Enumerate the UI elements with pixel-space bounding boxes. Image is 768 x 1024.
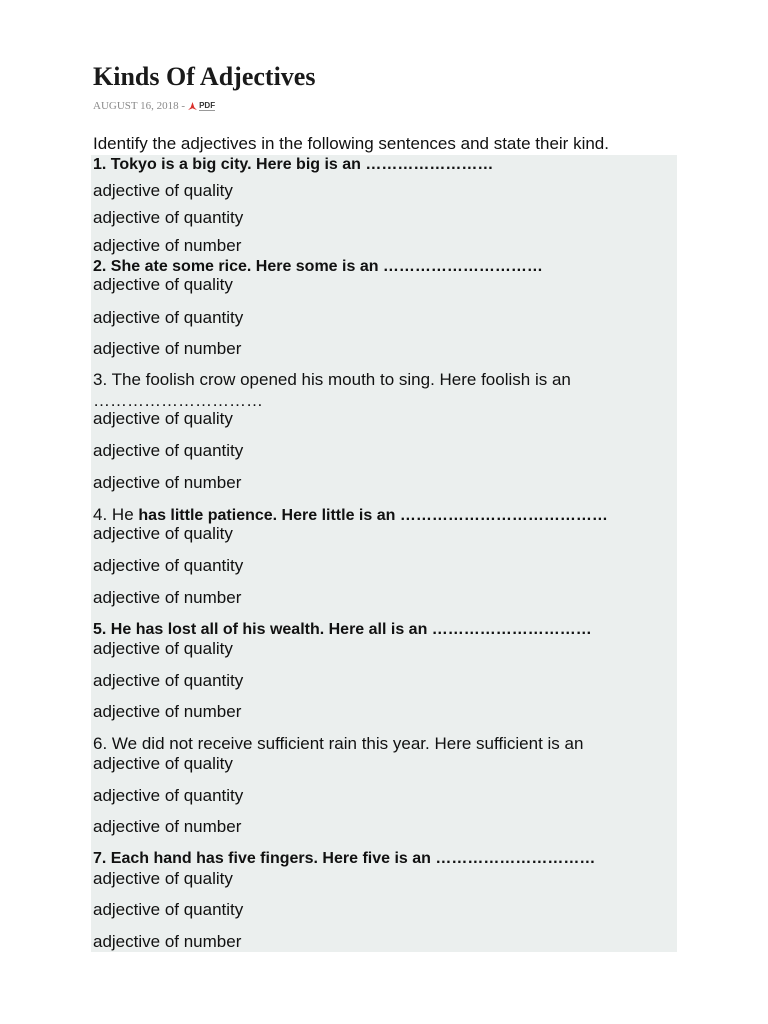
question-text: has little patience. Here little is an ………………………………… <box>138 507 608 524</box>
question-text: He has lost all of his wealth. Here all is an ………………………… <box>110 621 592 638</box>
page-title: Kinds Of Adjectives <box>93 62 316 91</box>
pdf-label: PDF <box>199 101 216 110</box>
option-quality[interactable]: adjective of quality <box>93 275 233 294</box>
question-text: Each hand has five fingers. Here five is an ………………………… <box>110 850 596 867</box>
question-text: Tokyo is a big city. Here big is an …………………… <box>110 156 494 173</box>
question-2 <box>93 257 543 277</box>
question-number: 2. <box>93 258 107 275</box>
question-number: 4. <box>93 505 108 524</box>
question-text: She ate some rice. Here some is an ………………………… <box>110 258 543 275</box>
option-quantity[interactable]: adjective of quantity <box>93 308 244 327</box>
pdf-icon <box>188 102 197 111</box>
question-number: 3. <box>93 370 108 389</box>
question-text: We did not receive sufficient rain this year. Here sufficient is an <box>111 734 584 753</box>
question-number: 6. <box>93 734 108 753</box>
question-number: 7. <box>93 850 107 867</box>
option-number[interactable]: adjective of number <box>93 339 242 358</box>
option-quantity[interactable]: adjective of quantity <box>93 786 244 805</box>
question-text-start: He <box>111 505 134 524</box>
option-quantity[interactable]: adjective of quantity <box>93 671 244 690</box>
question-number: 1. <box>93 156 107 173</box>
question-text: The foolish crow opened his mouth to sing. Here foolish is an <box>111 370 571 389</box>
question-3 <box>93 370 571 390</box>
question-5 <box>93 620 592 640</box>
post-meta <box>93 99 215 113</box>
option-quantity[interactable]: adjective of quantity <box>93 441 244 460</box>
option-number[interactable]: adjective of number <box>93 932 242 951</box>
question-1 <box>93 155 493 175</box>
option-number[interactable]: adjective of number <box>93 702 242 721</box>
option-quality[interactable]: adjective of quality <box>93 869 233 888</box>
option-number[interactable]: adjective of number <box>93 817 242 836</box>
option-quantity[interactable]: adjective of quantity <box>93 556 244 575</box>
option-quantity[interactable]: adjective of quantity <box>93 900 244 919</box>
question-7 <box>93 849 595 869</box>
pdf-download-link[interactable] <box>188 101 215 111</box>
post-date: AUGUST 16, 2018 - <box>93 100 186 112</box>
question-4 <box>93 505 608 526</box>
option-number[interactable]: adjective of number <box>93 473 242 492</box>
option-quality[interactable]: adjective of quality <box>93 181 233 200</box>
option-number[interactable]: adjective of number <box>93 236 242 255</box>
question-number: 5. <box>93 621 107 638</box>
option-number[interactable]: adjective of number <box>93 588 242 607</box>
option-quality[interactable]: adjective of quality <box>93 754 233 773</box>
option-quantity[interactable]: adjective of quantity <box>93 208 244 227</box>
option-quality[interactable]: adjective of quality <box>93 524 233 543</box>
option-quality[interactable]: adjective of quality <box>93 639 233 658</box>
option-quality[interactable]: adjective of quality <box>93 409 233 428</box>
answer-blank: ………………………… <box>93 391 263 410</box>
question-6 <box>93 734 583 754</box>
instructions: Identify the adjectives in the following sentences and state their kind. <box>93 134 609 153</box>
